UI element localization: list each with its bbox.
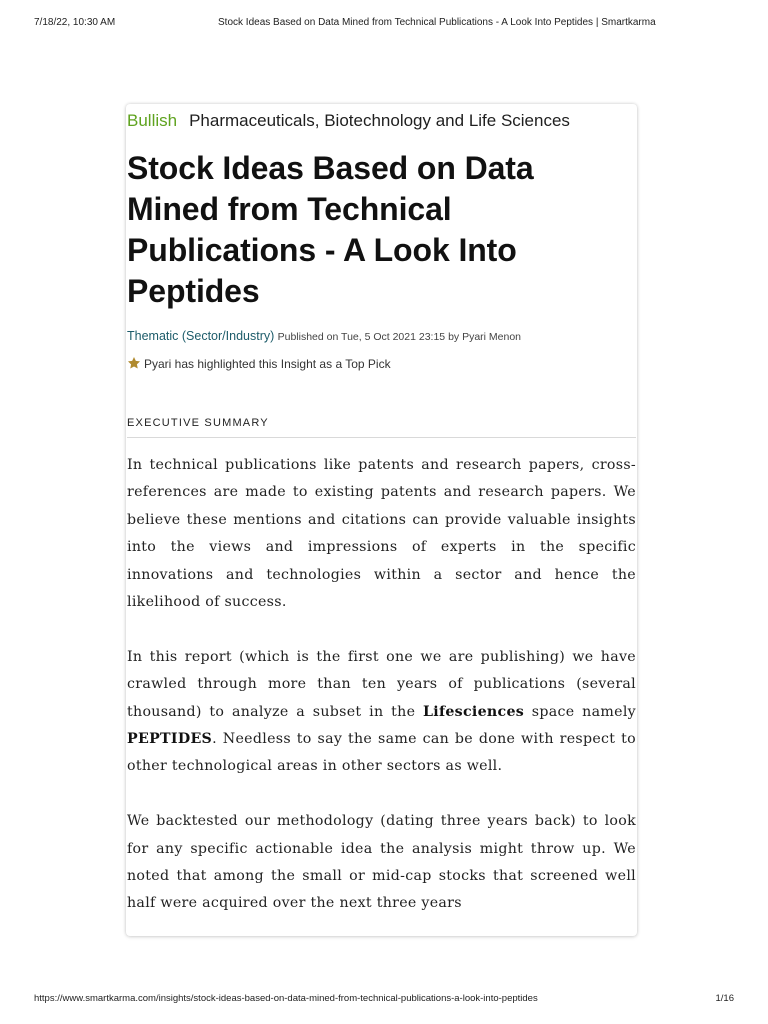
page-number: 1/16 [715, 993, 734, 1004]
insight-meta [127, 328, 521, 345]
star-icon [127, 356, 141, 370]
print-footer [34, 992, 734, 1006]
category-link[interactable]: Thematic (Sector/Industry) [127, 329, 275, 343]
print-doc-title: Stock Ideas Based on Data Mined from Technical Publications - A Look Into Peptides | Smartkarma [218, 17, 656, 28]
summary-paragraph: In technical publications like patents and research papers, cross-references are made to existing patents and research papers. We believe these mentions and citations can provide valuable insights into the views and impressions of experts in the specific innovations and technologies within a sector and hence the likelihood of success. [127, 457, 636, 611]
text-run: . Needless to say the same can be done with respect to other technological areas in other sectors as well. [127, 731, 636, 775]
print-header [34, 16, 734, 30]
print-datetime: 7/18/22, 10:30 AM [34, 17, 116, 28]
summary-paragraph: We backtested our methodology (dating three years back) to look for any specific actionable idea the analysis might throw up. We noted that among the small or mid-cap stocks that screened well half were acquired over the next three years [127, 813, 636, 912]
text-run: space namely [524, 703, 636, 720]
top-pick-text: Pyari has highlighted this Insight as a Top Pick [144, 357, 391, 371]
print-url: https://www.smartkarma.com/insights/stock-ideas-based-on-data-mined-from-technical-publications-a-look-into-peptides [34, 993, 538, 1004]
insight-card [126, 104, 637, 936]
section-heading: EXECUTIVE SUMMARY [127, 417, 269, 429]
executive-summary [127, 452, 636, 936]
insight-title: Stock Ideas Based on Data Mined from Technical Publications - A Look Into Peptides [127, 150, 534, 309]
sentiment-tag[interactable]: Bullish [127, 111, 178, 130]
divider [127, 437, 636, 438]
text-run: In this report (which is the first one we are publishing) we have crawled through more than ten years of publications (several thousand) to analyze a subset in the [127, 648, 636, 720]
summary-paragraph [127, 644, 636, 781]
bold-term: PEPTIDES [127, 731, 213, 748]
bold-term: Lifesciences [422, 703, 525, 720]
top-pick-note [127, 356, 391, 372]
insight-tags [127, 109, 570, 133]
sector-tag[interactable]: Pharmaceuticals, Biotechnology and Life Sciences [189, 111, 570, 130]
published-info: Published on Tue, 5 Oct 2021 23:15 by Pyari Menon [277, 331, 522, 343]
